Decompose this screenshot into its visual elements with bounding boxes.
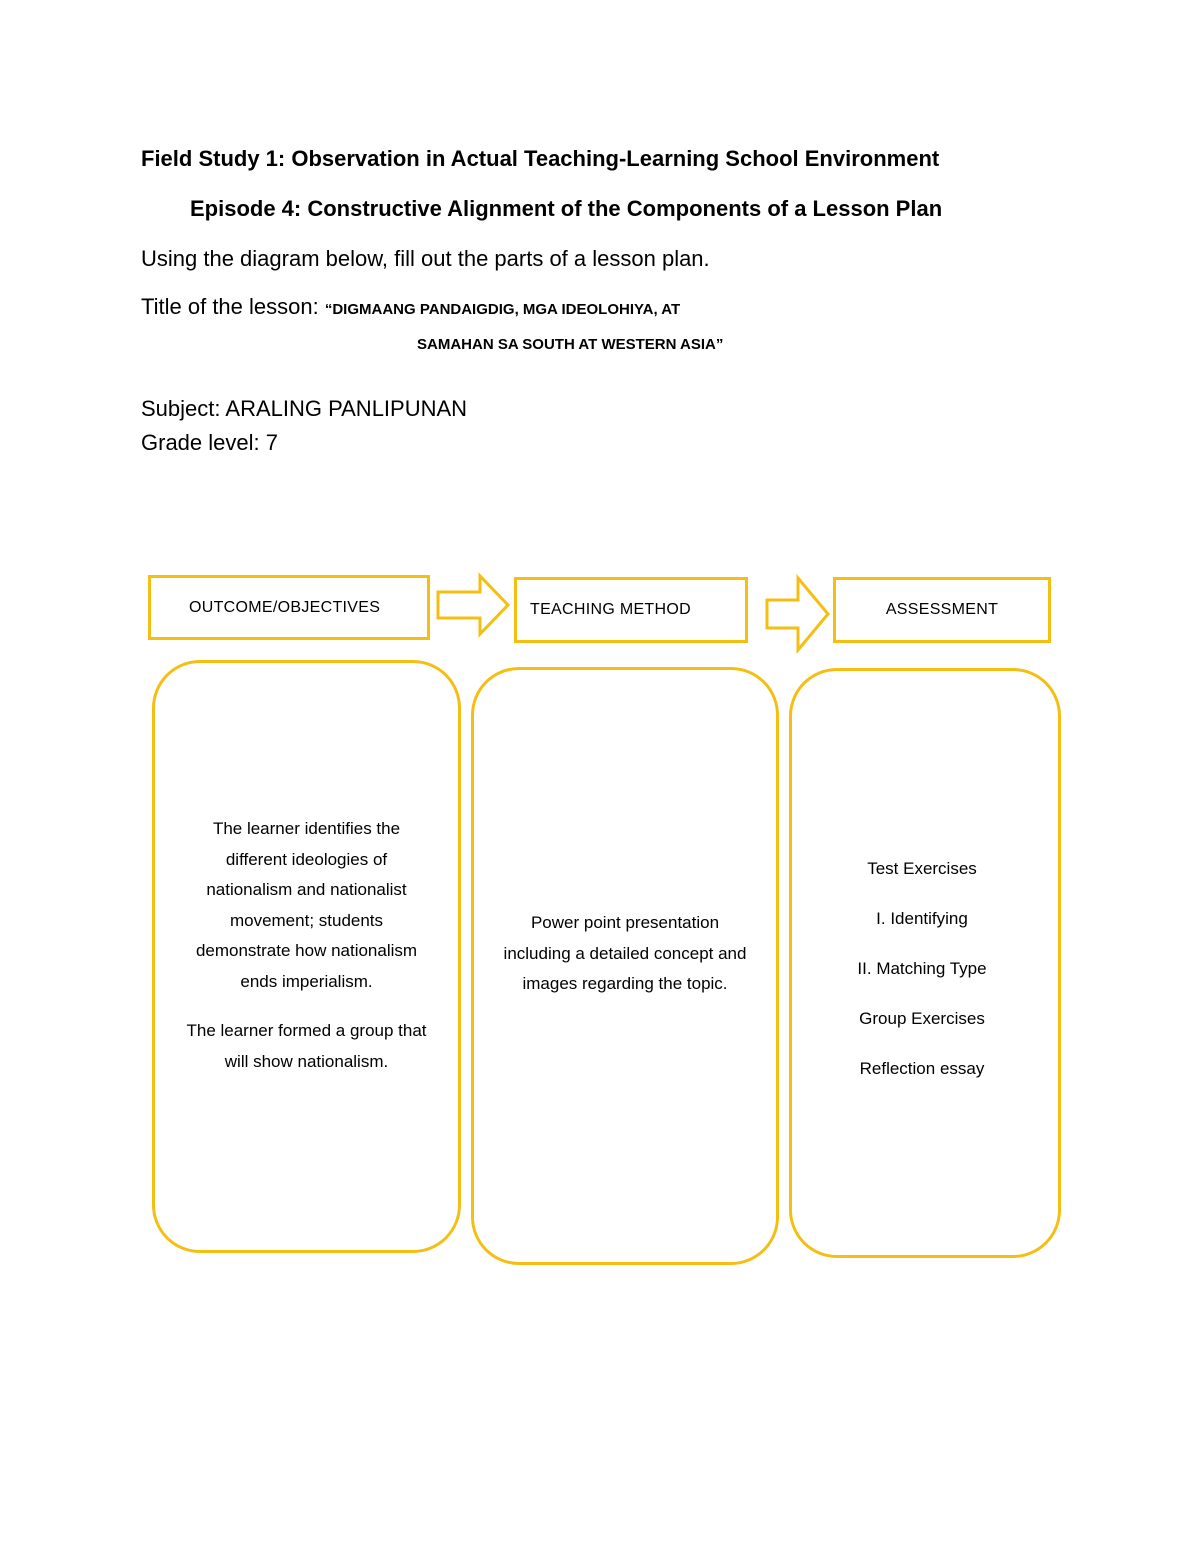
lesson-title-line1: “DIGMAANG PANDAIGDIG, MGA IDEOLOHIYA, AT [324, 301, 681, 318]
arrow-right-icon [764, 574, 832, 654]
subject-line: Subject: ARALING PANLIPUNAN [141, 396, 468, 421]
outcome-paragraph: The learner formed a group that will show nationalism. [186, 1021, 427, 1071]
teaching-method-paragraph: Power point presentation including a detailed concept and images regarding the topic. [503, 913, 747, 993]
assessment-item: Test Exercises [867, 859, 977, 878]
outcome-header-box [148, 575, 430, 640]
outcome-content-box [152, 660, 461, 1253]
episode-title: Episode 4: Constructive Alignment of the Components of a Lesson Plan [190, 196, 943, 221]
outcome-paragraph: The learner identifies the different ideologies of nationalism and nationalist movement; students demonstrate how nationalism ends imperialism. [195, 819, 418, 991]
grade-level-line: Grade level: 7 [141, 430, 278, 455]
arrow-right-icon [436, 572, 512, 638]
assessment-item: II. Matching Type [857, 959, 987, 978]
assessment-header-label: ASSESSMENT [885, 601, 999, 618]
assessment-list [786, 844, 1058, 1094]
assessment-item: Group Exercises [859, 1009, 985, 1028]
instruction-text: Using the diagram below, fill out the parts of a lesson plan. [141, 246, 710, 271]
outcome-header-label: OUTCOME/OBJECTIVES [189, 598, 381, 616]
assessment-item: Reflection essay [859, 1059, 985, 1078]
teaching-method-header-label: TEACHING METHOD [530, 601, 691, 618]
assessment-header-box [833, 577, 1051, 643]
lesson-title-row [141, 294, 680, 320]
lesson-title-label: Title of the lesson: [141, 294, 319, 319]
teaching-method-content-box [471, 667, 779, 1265]
lesson-title-line2: SAMAHAN SA SOUTH AT WESTERN ASIA” [417, 336, 724, 353]
document-heading: Field Study 1: Observation in Actual Teaching-Learning School Environment [141, 146, 940, 171]
teaching-method-header-box [514, 577, 748, 643]
assessment-content-box [789, 668, 1061, 1258]
outcome-text [155, 814, 458, 1077]
assessment-item: I. Identifying [876, 909, 968, 928]
teaching-method-text [474, 908, 776, 1000]
